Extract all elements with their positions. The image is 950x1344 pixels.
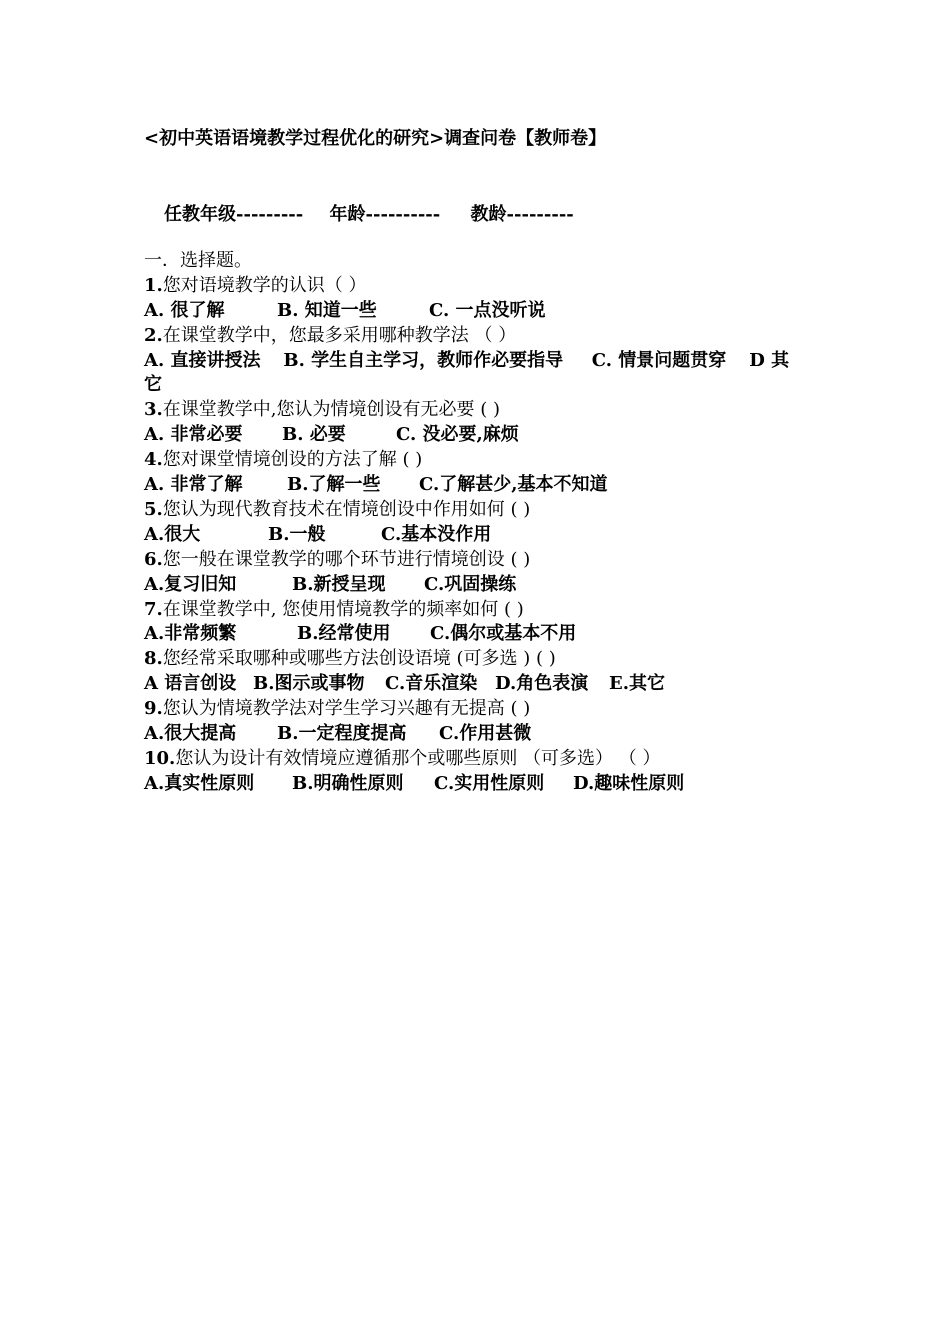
question-number: 4. (144, 449, 163, 471)
option-b: B.经常使用 (297, 623, 391, 645)
option-b: B.明确性原则 (292, 772, 404, 794)
question-number: 6. (144, 548, 163, 570)
question-9 (144, 697, 804, 722)
option-b: B. 必要 (282, 424, 346, 446)
option-c: C.音乐渲染 (385, 673, 478, 695)
option-c: C. 一点没听说 (429, 299, 546, 321)
question-number: 9. (144, 698, 163, 720)
option-c: C.巩固操练 (424, 573, 517, 595)
question-text: 您认为情境教学法对学生学习兴趣有无提高 ( ) (162, 698, 531, 720)
option-c: C. 没必要,麻烦 (396, 424, 519, 446)
option-a: A. 直接讲授法 (144, 349, 261, 371)
option-e: E.其它 (609, 673, 665, 695)
question-text: 在课堂教学中，您最多采用哪种教学法 （ ） (162, 324, 517, 346)
option-b: B. 学生自主学习，教师作必要指导 (283, 349, 564, 371)
question-7-options (144, 622, 804, 647)
option-c: C.基本没作用 (381, 523, 492, 545)
question-number: 2. (144, 324, 163, 346)
question-text: 您对语境教学的认识（ ） (162, 274, 367, 296)
question-4 (144, 448, 804, 473)
option-b: B.图示或事物 (253, 673, 365, 695)
option-a: A. 非常必要 (144, 424, 243, 446)
question-9-options (144, 722, 804, 747)
option-d: D 其它 (144, 349, 790, 396)
section-heading: 一．选择题。 (144, 250, 252, 271)
option-c: C.偶尔或基本不用 (430, 623, 577, 645)
question-text: 在课堂教学中, 您使用情境教学的频率如何 ( ) (162, 598, 524, 620)
option-b: B.一般 (268, 523, 326, 545)
question-number: 1. (144, 274, 163, 296)
question-text: 在课堂教学中,您认为情境创设有无必要 ( ) (162, 399, 501, 421)
option-a: A.真实性原则 (144, 772, 255, 794)
question-7 (144, 598, 804, 623)
option-b: B.一定程度提高 (277, 722, 407, 744)
option-d: D.趣味性原则 (573, 772, 685, 794)
option-a: A.很大提高 (144, 722, 237, 744)
option-c: C. 情景问题贯穿 (591, 349, 727, 371)
teacher-info-row (164, 200, 574, 226)
option-a: A. 非常了解 (144, 474, 243, 496)
question-text: 您认为现代教育技术在情境创设中作用如何 ( ) (162, 498, 531, 520)
question-10-options (144, 772, 804, 797)
question-6 (144, 548, 804, 573)
question-10 (144, 747, 804, 772)
question-8 (144, 647, 804, 672)
option-a: A.非常频繁 (144, 623, 237, 645)
question-number: 8. (144, 648, 163, 670)
option-a: A.很大 (144, 523, 201, 545)
option-a: A.复习旧知 (144, 573, 237, 595)
question-6-options (144, 573, 804, 598)
option-c: C.实用性原则 (434, 772, 545, 794)
option-d: D.角色表演 (495, 673, 589, 695)
question-4-options (144, 473, 804, 498)
option-c: C.了解甚少,基本不知道 (419, 474, 608, 496)
question-number: 7. (144, 598, 163, 620)
question-3 (144, 398, 804, 423)
questionnaire-body (144, 249, 804, 797)
option-b: B. 知道一些 (277, 299, 377, 321)
option-b: B.了解一些 (287, 474, 381, 496)
question-text: 您一般在课堂教学的哪个环节进行情境创设 ( ) (162, 548, 531, 570)
question-number: 5. (144, 498, 163, 520)
question-8-options (144, 672, 804, 697)
option-a: A. 很了解 (144, 299, 225, 321)
age-field: 年龄---------- (329, 204, 441, 225)
question-number: 10. (144, 747, 176, 769)
question-text: 您对课堂情境创设的方法了解 ( ) (162, 449, 423, 471)
option-c: C.作用甚微 (439, 722, 532, 744)
teaching-years-field: 教龄--------- (470, 204, 574, 225)
question-2 (144, 324, 804, 349)
grade-field: 任教年级--------- (164, 204, 304, 225)
question-5-options (144, 523, 804, 548)
question-3-options (144, 423, 804, 448)
option-b: B.新授呈现 (292, 573, 386, 595)
question-text: 您经常采取哪种或哪些方法创设语境 (可多选 ) ( ) (162, 648, 556, 670)
question-2-options (144, 349, 804, 399)
question-1 (144, 274, 804, 299)
question-1-options (144, 299, 804, 324)
option-a: A 语言创设 (144, 673, 237, 695)
page-title: <初中英语语境教学过程优化的研究>调查问卷【教师卷】 (144, 128, 607, 149)
question-text: 您认为设计有效情境应遵循那个或哪些原则 （可多选） （ ） (175, 747, 661, 769)
question-5 (144, 498, 804, 523)
question-number: 3. (144, 399, 163, 421)
